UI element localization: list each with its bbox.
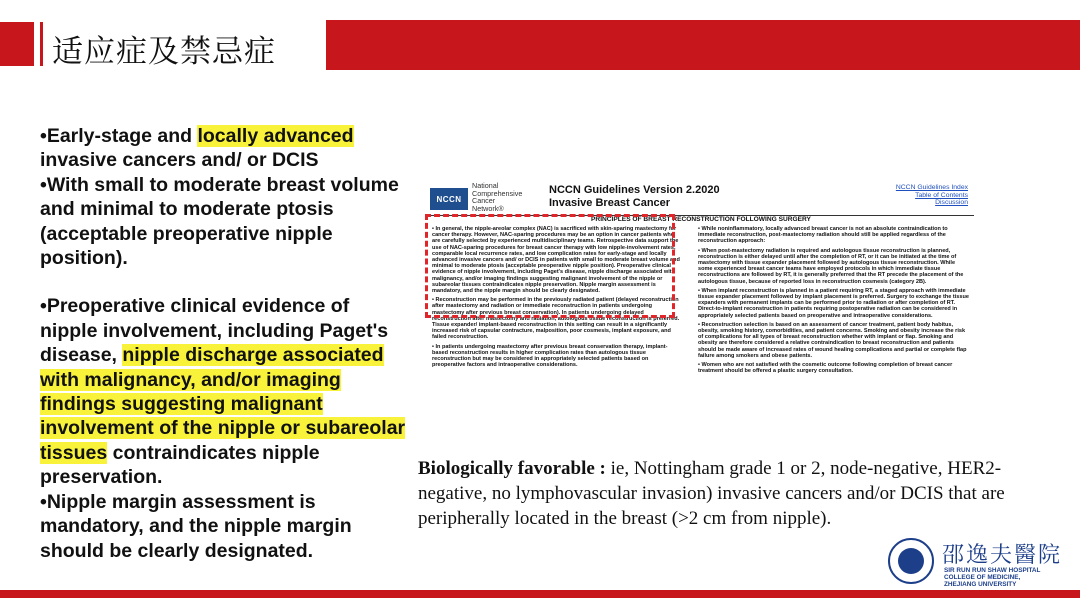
contraindication-1-text: •Preoperative clinical evidence of nipple involvement, including Paget's disease, [40,295,389,367]
caption-text: ie, Nottingham grade 1 or 2, node-negative, HER2-negative, no lymphovascular invasion) invasive cancers and/or DCIS that are peripherally located in the breast (>2 cm from nipple). [418,458,1005,529]
doc-paragraph: • While noninflammatory, locally advanced breast cancer is not an absolute contraindication to immediate reconstruction, post-mastectomy radiation should still be applied regardless of the reconstruction approach: [698,226,948,245]
section-heading: PRINCIPLES OF BREAST RECONSTRUCTION FOLLOWING SURGERY [591,216,811,223]
margin-assessment: •Nipple margin assessment is mandatory, and the nipple margin should be clearly designated. [40,490,352,562]
hospital-name-en [944,567,1040,588]
indication-1 [40,124,410,173]
link-table-of-contents[interactable]: Table of Contents [915,191,968,199]
indication-2: •With small to moderate breast volume and minimal to moderate ptosis (acceptable preoperative nipple position). [40,173,399,270]
link-guidelines-index[interactable]: NCCN Guidelines Index [895,184,968,191]
doc-paragraph: • In general, the nipple-areolar complex (NAC) is sacrificed with skin-sparing mastectomy for cancer therapy. However, NAC-sparing procedures may be an option in cancer patients who are carefully selected by experienced multidisciplinary teams. Retrospective data support the use of NAC-sparing procedures for breast cancer therapy with low nipple-involvement rates, comparable local recurrence rates, and low complication rates for early-stage and locally advanced invasive cancers and/ or DCIS in patients with small to moderate breast volume and minimal to moderate ptosis (acceptable preoperative nipple position). Preoperative clinical evidence of nipple involvement, including Paget's disease, nipple discharge associated with malignancy, and/or imaging findings suggesting malignant involvement of the nipple or subareolar tissues contraindicates nipple preservation. Nipple margin assessment is mandatory, and the nipple margin should be clearly designated. [432,226,680,295]
indications-text [40,124,410,563]
doc-paragraph: • Reconstruction may be performed in the previously radiated patient (delayed reconstruction after mastectomy and radiation or immediate reconstruction in patients undergoing mastectomy after previous breast conservation). In patients undergoing delayed reconstruction after mastectomy and radiation, autologous tissue reconstruction is preferred. Tissue expander/ implant-based reconstruction in this setting can result in a significantly increased risk of capsular contracture, malposition, poor cosmesis, implant exposure, and failed reconstruction. [432,297,680,341]
dashed-highlight-box [425,214,675,318]
contraindication-1 [40,294,410,489]
hospital-logo [888,538,1068,590]
doc-paragraph: • Reconstruction selection is based on an assessment of cancer treatment, patient body habitus, obesity, smoking history, comorbidities, and patient concerns. Smoking and obesity increase the risk of complications for all types of breast reconstruction whether with implant or flap. Smoking and obesity are therefore considered a relative contraindication to breast reconstruction and patients should be made aware of increased rates of wound healing complications and partial or complete flap failure among smokers and obese patients. [698,321,967,359]
doc-title-topic: Invasive Breast Cancer [549,197,671,209]
highlight-locally-advanced: locally advanced [197,125,354,147]
hospital-seal-icon [888,538,934,584]
doc-links [896,184,968,207]
header-accent-bar [326,20,1080,70]
seal-center [898,548,924,574]
org-line: Network® [472,203,504,213]
page-title: 适应症及禁忌症 [52,34,276,70]
contraindication-1-text-end: contraindicates nipple preservation. [40,441,320,489]
nccn-org-name [472,182,522,212]
link-discussion[interactable]: Discussion [935,199,968,207]
hospital-name-line: SIR RUN RUN SHAW HOSPITAL [944,567,1041,574]
header-divider [40,22,43,66]
doc-right-column [698,226,970,377]
hospital-name-line: ZHEJIANG UNIVERSITY [944,581,1017,588]
spacer [40,270,410,294]
doc-paragraph: • When post-mastectomy radiation is required and autologous tissue reconstruction is planned, reconstruction is either delayed until after the completion of RT, or it can be initiated at the time of mastectomy with tissue expander placement followed by autologous tissue reconstruction. While some experienced breast cancer teams have employed protocols in which immediate tissue reconstructions are followed by RT, it is generally preferred that the RT precede the placement of the autologous tissue, because of reported loss in reconstruction cosmesis (category 2B). [698,247,964,285]
indication-1-text-end: invasive cancers and/ or DCIS [40,149,319,172]
highlight-nipple-discharge: nipple discharge associated with malignancy, and/or imaging findings suggesting malignant involvement of the nipple or subareolar tissues [40,344,406,464]
indication-1-text: •Early-stage and [40,125,198,147]
header-accent-block [0,22,34,66]
doc-paragraph: • When implant reconstruction is planned in a patient requiring RT, a staged approach with immediate tissue expander placement followed by implant placement is preferred. Surgery to exchange the tissue expanders with permanent implants can be performed prior to radiation or after completion of RT. Direct-to-implant reconstruction in patients requiring postoperative radiation can be considered in appropriately selected patients based on preoperative and intraoperative considerations. [698,287,969,319]
org-line: Comprehensive [472,188,523,198]
org-line: National [472,181,499,190]
footer-accent-bar [0,590,1080,598]
org-line: Cancer [472,196,496,206]
nccn-logo: NCCN [430,188,468,210]
hospital-name-cn: 邵逸夫醫院 [942,543,1063,568]
hospital-name-line: COLLEGE OF MEDICINE, [944,574,1021,581]
biologically-favorable-caption [418,456,1058,531]
doc-paragraph: • In patients undergoing mastectomy after previous breast conservation therapy, implant-based reconstruction results in higher complication rates than autologous tissue reconstruction but may be considered in appropriately selected patients based on preoperative factors and intraoperative considerations. [432,343,668,369]
doc-title-version: NCCN Guidelines Version 2.2020 [549,184,720,196]
doc-paragraph: • Women who are not satisfied with the cosmetic outcome following completion of breast cancer treatment should be offered a plastic surgery consultation. [698,362,953,375]
caption-bold: Biologically favorable : [418,458,606,479]
doc-title [549,184,720,210]
